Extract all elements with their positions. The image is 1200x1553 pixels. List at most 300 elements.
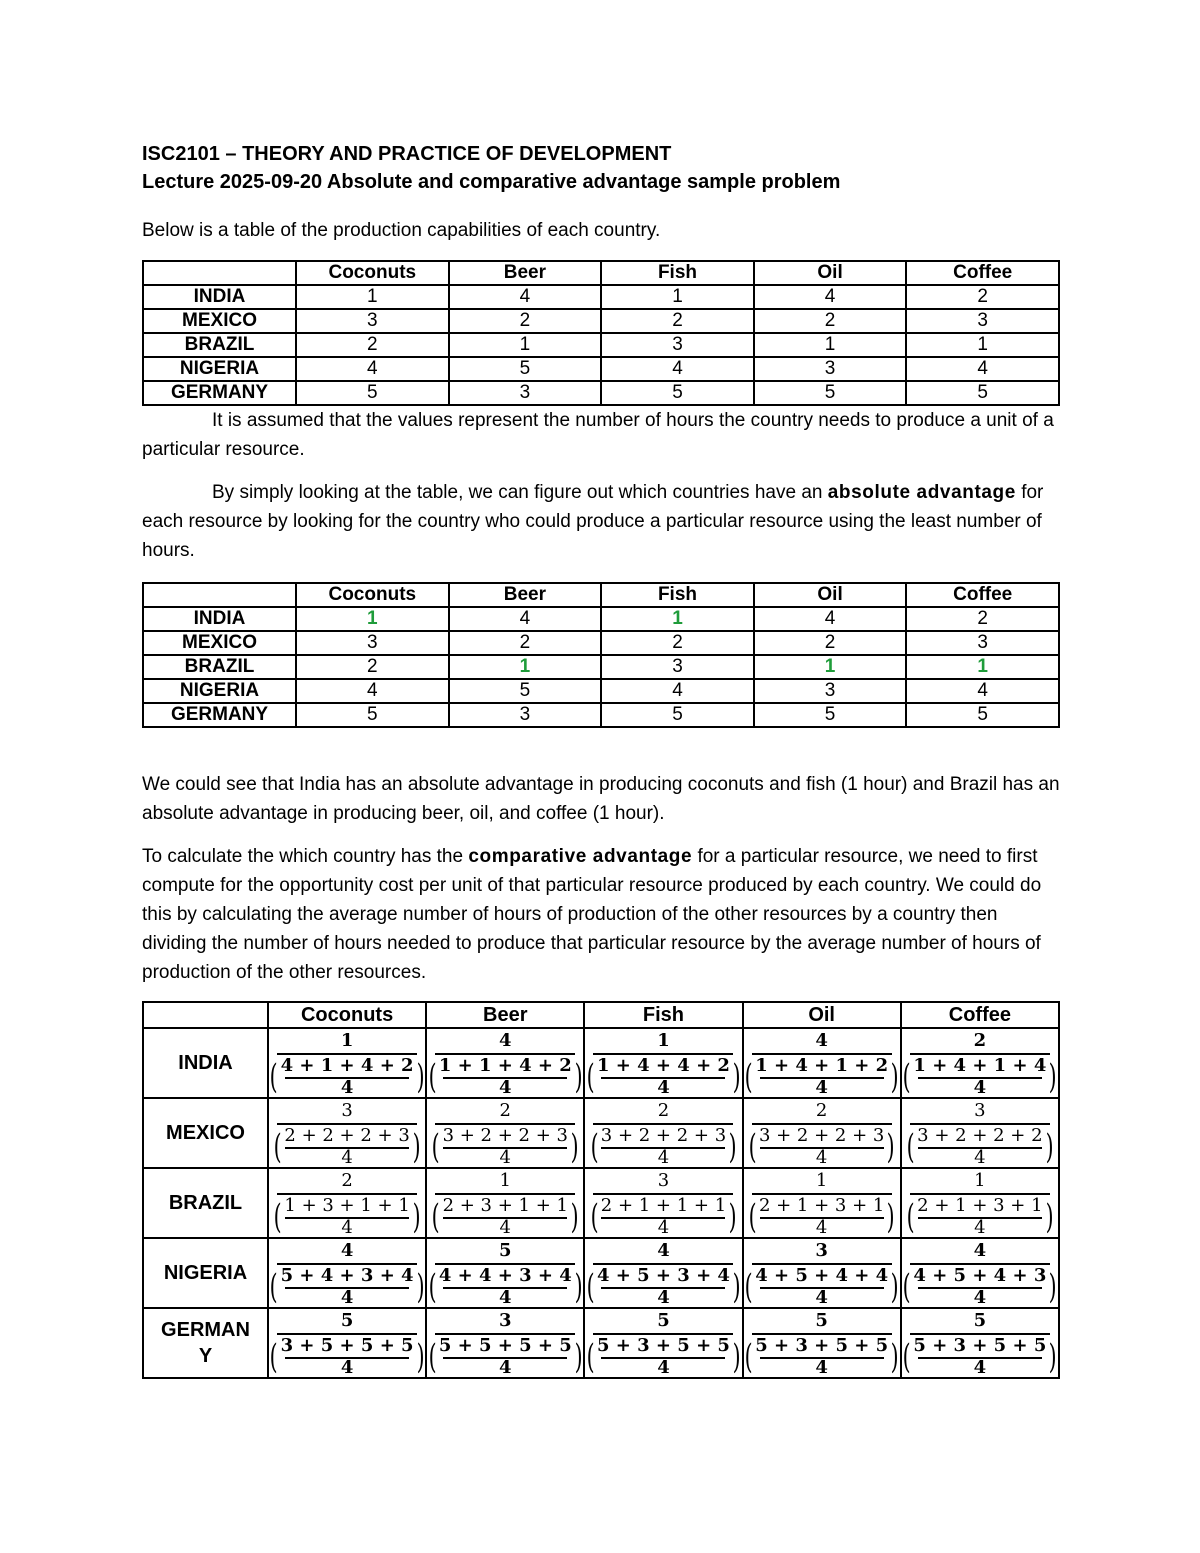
- fraction-denominator: [900, 1054, 1059, 1098]
- absolute-para-before: By simply looking at the table, we can figure out which countries have an: [212, 482, 828, 503]
- hours-cell: 1: [449, 333, 602, 357]
- hours-cell: 5: [754, 703, 907, 727]
- average-fraction: [755, 1264, 889, 1308]
- hours-cell: 3: [449, 381, 602, 405]
- right-paren: ): [728, 1126, 737, 1167]
- hours-cell: 2: [906, 607, 1059, 631]
- table-row: [143, 1308, 1059, 1378]
- fraction-denominator: [429, 1124, 581, 1168]
- fraction-denominator: [746, 1194, 898, 1238]
- conclusion-text: We could see that India has an absolute advantage in producing coconuts and fish (1 hour) and Brazil has an absolute advantage in producing beer, oil, and coffee (1 hour).: [142, 774, 1060, 824]
- sum-of-other-hours: 1 + 4 + 1 + 2: [755, 1054, 889, 1076]
- country-name: BRAZIL: [143, 1168, 268, 1238]
- sum-of-other-hours: 5 + 5 + 5 + 5: [438, 1334, 572, 1356]
- fraction-denominator: [429, 1194, 581, 1238]
- sum-of-other-hours: 1 + 4 + 1 + 4: [913, 1054, 1047, 1076]
- hours-cell: 4: [906, 357, 1059, 381]
- hours-cell: 5: [296, 381, 449, 405]
- fraction-numerator: 2: [341, 1169, 353, 1191]
- hours-cell: 2: [601, 309, 754, 333]
- fraction-denominator: [584, 1054, 743, 1098]
- fraction-denominator: [588, 1124, 740, 1168]
- right-paren: ): [886, 1196, 895, 1237]
- comparative-advantage-paragraph: [142, 842, 1060, 987]
- opportunity-cost-fraction: [744, 1240, 900, 1307]
- fraction-denominator: [267, 1054, 426, 1098]
- comparative-para-before: To calculate the which country has the: [142, 846, 469, 867]
- fraction-denominator: [271, 1124, 423, 1168]
- corner-cell: [143, 261, 296, 285]
- hours-cell: 5: [449, 357, 602, 381]
- fraction-cell: [901, 1238, 1059, 1308]
- fraction-numerator: 3: [341, 1099, 353, 1121]
- opportunity-cost-fraction: [902, 1100, 1058, 1167]
- opportunity-cost-fraction: [585, 1310, 741, 1377]
- left-paren: (: [902, 1266, 911, 1307]
- hours-cell: 5: [296, 703, 449, 727]
- comparative-para-after: for a particular resource, we need to first compute for the opportunity cost per unit of that particular resource produced by each country. We could do this by calculating the average number of hours of production of the other resources by a country then dividing the number of hours needed to produce that particular resource by the average number of hours of production of the other resources.: [142, 846, 1042, 983]
- fraction-denominator: [267, 1264, 426, 1308]
- hours-cell: 4: [296, 357, 449, 381]
- hours-cell: 1: [601, 285, 754, 309]
- column-header: Fish: [584, 1002, 742, 1028]
- divisor: 4: [340, 1076, 354, 1098]
- divisor: 4: [815, 1146, 828, 1168]
- country-name: INDIA: [143, 1028, 268, 1098]
- fraction-numerator: 5: [499, 1239, 512, 1261]
- hours-cell: 2: [601, 631, 754, 655]
- intro-text: Below is a table of the production capabilities of each country.: [142, 220, 661, 241]
- left-paren: (: [270, 1056, 278, 1097]
- left-paren: (: [590, 1126, 599, 1167]
- opportunity-cost-table: [142, 1001, 1060, 1379]
- divisor: 4: [973, 1286, 987, 1308]
- sum-of-other-hours: 1 + 4 + 4 + 2: [597, 1054, 730, 1076]
- column-header: Beer: [426, 1002, 584, 1028]
- country-name: NIGERIA: [143, 357, 296, 381]
- fraction-numerator: 1: [815, 1169, 828, 1191]
- fraction-numerator: 4: [340, 1239, 354, 1261]
- divisor: 4: [499, 1286, 512, 1308]
- hours-cell: 1: [754, 333, 907, 357]
- right-paren: ): [570, 1126, 579, 1167]
- sum-of-other-hours: 3 + 2 + 2 + 3: [758, 1124, 885, 1146]
- fraction-cell: [743, 1028, 901, 1098]
- opportunity-cost-fraction: [269, 1240, 425, 1307]
- average-fraction: [917, 1194, 1043, 1238]
- column-header: Oil: [754, 583, 907, 607]
- right-paren: ): [886, 1126, 895, 1167]
- fraction-cell: [901, 1098, 1059, 1168]
- hours-cell: 3: [296, 309, 449, 333]
- divisor: 4: [657, 1216, 670, 1238]
- opportunity-cost-fraction: [902, 1030, 1058, 1097]
- fraction-cell: [268, 1238, 426, 1308]
- fraction-denominator: [426, 1334, 585, 1378]
- table-row: [143, 607, 1059, 631]
- fraction-denominator: [742, 1334, 901, 1378]
- fraction-cell: [901, 1308, 1059, 1378]
- fraction-cell: [268, 1028, 426, 1098]
- fraction-cell: [743, 1308, 901, 1378]
- left-paren: (: [902, 1056, 911, 1097]
- average-fraction: [913, 1054, 1047, 1098]
- absolute-para-after: for each resource by looking for the country who could produce a particular resource using the least number of hours.: [142, 482, 1044, 561]
- left-paren: (: [744, 1336, 753, 1377]
- right-paren: ): [732, 1336, 741, 1377]
- fraction-numerator: 3: [815, 1239, 828, 1261]
- column-header: Beer: [449, 583, 602, 607]
- table-row: [143, 357, 1059, 381]
- left-paren: (: [586, 1336, 595, 1377]
- divisor: 4: [657, 1076, 670, 1098]
- hours-cell: 2: [296, 333, 449, 357]
- average-fraction: [913, 1264, 1047, 1308]
- average-fraction: [597, 1264, 730, 1308]
- left-paren: (: [270, 1266, 278, 1307]
- country-name: INDIA: [143, 285, 296, 309]
- country-name: NIGERIA: [143, 1238, 268, 1308]
- column-header: Oil: [743, 1002, 901, 1028]
- right-paren: ): [574, 1266, 583, 1307]
- average-fraction: [284, 1194, 410, 1238]
- opportunity-cost-fraction: [269, 1100, 425, 1167]
- country-name: MEXICO: [143, 631, 296, 655]
- hours-cell: 5: [601, 703, 754, 727]
- country-name: BRAZIL: [143, 655, 296, 679]
- fraction-cell: [584, 1028, 742, 1098]
- left-paren: (: [590, 1196, 599, 1237]
- divisor: 4: [657, 1146, 670, 1168]
- hours-cell: 5: [449, 679, 602, 703]
- column-header: Coconuts: [296, 583, 449, 607]
- left-paren: (: [586, 1266, 595, 1307]
- table-row: [143, 655, 1059, 679]
- fraction-numerator: 2: [815, 1099, 828, 1121]
- opportunity-cost-fraction: [585, 1030, 741, 1097]
- fraction-numerator: 3: [499, 1309, 512, 1331]
- average-fraction: [758, 1194, 885, 1238]
- fraction-cell: [584, 1098, 742, 1168]
- fraction-cell: [901, 1028, 1059, 1098]
- fraction-denominator: [904, 1124, 1056, 1168]
- left-paren: (: [906, 1196, 915, 1237]
- fraction-cell: [426, 1238, 584, 1308]
- fraction-cell: [743, 1098, 901, 1168]
- table-row: [143, 1238, 1059, 1308]
- average-fraction: [597, 1334, 730, 1378]
- sum-of-other-hours: 5 + 4 + 3 + 4: [280, 1264, 414, 1286]
- opportunity-cost-fraction: [744, 1170, 900, 1237]
- left-paren: (: [428, 1266, 437, 1307]
- average-fraction: [438, 1054, 572, 1098]
- fraction-numerator: 2: [499, 1099, 511, 1121]
- hours-cell: 4: [754, 285, 907, 309]
- table-row: [143, 1168, 1059, 1238]
- right-paren: ): [1049, 1266, 1057, 1307]
- average-fraction: [755, 1054, 889, 1098]
- table-header-row: [143, 1002, 1059, 1028]
- right-paren: ): [416, 1336, 425, 1377]
- average-fraction: [758, 1124, 885, 1168]
- fraction-numerator: 5: [973, 1309, 987, 1331]
- sum-of-other-hours: 4 + 1 + 4 + 2: [280, 1054, 414, 1076]
- divisor: 4: [499, 1146, 511, 1168]
- divisor: 4: [340, 1286, 354, 1308]
- fraction-numerator: 3: [657, 1169, 670, 1191]
- fraction-denominator: [742, 1264, 901, 1308]
- average-fraction: [280, 1334, 414, 1378]
- fraction-numerator: 3: [974, 1099, 986, 1121]
- column-header: Coconuts: [296, 261, 449, 285]
- production-table: [142, 260, 1060, 406]
- left-paren: (: [902, 1336, 911, 1377]
- absolute-advantage-table: [142, 582, 1060, 728]
- fraction-denominator: [426, 1264, 585, 1308]
- column-header: Fish: [601, 261, 754, 285]
- table-header-row: [143, 261, 1059, 285]
- fraction-cell: [268, 1098, 426, 1168]
- divisor: 4: [815, 1076, 828, 1098]
- hours-cell: 2: [449, 631, 602, 655]
- divisor: 4: [341, 1146, 353, 1168]
- country-name: GERMANY: [143, 703, 296, 727]
- average-fraction: [280, 1054, 414, 1098]
- divisor: 4: [657, 1286, 670, 1308]
- divisor: 4: [499, 1076, 512, 1098]
- hours-cell: 4: [754, 607, 907, 631]
- table-row: [143, 285, 1059, 309]
- hours-cell: 5: [906, 703, 1059, 727]
- fraction-cell: [268, 1308, 426, 1378]
- fraction-cell: [901, 1168, 1059, 1238]
- fraction-cell: [743, 1238, 901, 1308]
- sum-of-other-hours: 3 + 2 + 2 + 2: [917, 1124, 1043, 1146]
- left-paren: (: [744, 1266, 753, 1307]
- column-header: Fish: [601, 583, 754, 607]
- country-name: GERMANY: [143, 381, 296, 405]
- table-row: [143, 381, 1059, 405]
- opportunity-cost-fraction: [744, 1100, 900, 1167]
- absolute-advantage-term: absolute advantage: [827, 482, 1016, 503]
- hours-cell: 3: [601, 655, 754, 679]
- hours-cell: 3: [601, 333, 754, 357]
- opportunity-cost-fraction: [585, 1100, 741, 1167]
- sum-of-other-hours: 1 + 3 + 1 + 1: [284, 1194, 410, 1216]
- divisor: 4: [974, 1216, 986, 1238]
- fraction-denominator: [267, 1334, 426, 1378]
- fraction-numerator: 1: [974, 1169, 986, 1191]
- left-paren: (: [273, 1126, 282, 1167]
- hours-cell: 2: [296, 655, 449, 679]
- fraction-cell: [584, 1168, 742, 1238]
- right-paren: ): [412, 1126, 421, 1167]
- sum-of-other-hours: 5 + 3 + 5 + 5: [755, 1334, 889, 1356]
- divisor: 4: [815, 1216, 828, 1238]
- fraction-denominator: [742, 1054, 901, 1098]
- average-fraction: [600, 1194, 727, 1238]
- sum-of-other-hours: 3 + 2 + 2 + 3: [600, 1124, 727, 1146]
- column-header: Coffee: [906, 261, 1059, 285]
- fraction-numerator: 4: [973, 1239, 987, 1261]
- hours-cell: 3: [754, 679, 907, 703]
- right-paren: ): [728, 1196, 737, 1237]
- hours-cell: 4: [601, 679, 754, 703]
- lecture-subtitle: Lecture 2025-09-20 Absolute and comparative advantage sample problem: [142, 171, 841, 193]
- hours-cell: 3: [296, 631, 449, 655]
- document-page: [142, 140, 1060, 1379]
- fraction-numerator: 4: [815, 1029, 828, 1051]
- document-title: ISC2101 – THEORY AND PRACTICE OF DEVELOPMENT: [142, 143, 672, 165]
- hours-cell: 5: [906, 381, 1059, 405]
- divisor: 4: [340, 1356, 354, 1378]
- right-paren: ): [412, 1196, 421, 1237]
- sum-of-other-hours: 2 + 1 + 3 + 1: [758, 1194, 885, 1216]
- country-name: MEXICO: [143, 309, 296, 333]
- opportunity-cost-fraction: [427, 1240, 583, 1307]
- column-header: Oil: [754, 261, 907, 285]
- sum-of-other-hours: 5 + 3 + 5 + 5: [597, 1334, 730, 1356]
- right-paren: ): [1049, 1056, 1057, 1097]
- left-paren: (: [270, 1336, 278, 1377]
- fraction-denominator: [904, 1194, 1056, 1238]
- opportunity-cost-fraction: [427, 1170, 583, 1237]
- average-fraction: [917, 1124, 1043, 1168]
- opportunity-cost-fraction: [427, 1100, 583, 1167]
- divisor: 4: [499, 1216, 511, 1238]
- opportunity-cost-fraction: [269, 1310, 425, 1377]
- average-fraction: [600, 1124, 727, 1168]
- right-paren: ): [1049, 1336, 1057, 1377]
- right-paren: ): [1045, 1196, 1054, 1237]
- fraction-numerator: 2: [657, 1099, 670, 1121]
- hours-cell: 3: [906, 309, 1059, 333]
- hours-cell: 4: [449, 285, 602, 309]
- column-header: Coffee: [901, 1002, 1059, 1028]
- divisor: 4: [973, 1076, 987, 1098]
- fraction-denominator: [271, 1194, 423, 1238]
- fraction-denominator: [426, 1054, 585, 1098]
- left-paren: (: [431, 1196, 440, 1237]
- left-paren: (: [428, 1056, 437, 1097]
- left-paren: (: [748, 1196, 757, 1237]
- fraction-numerator: 5: [815, 1309, 828, 1331]
- fraction-cell: [268, 1168, 426, 1238]
- average-fraction: [755, 1334, 889, 1378]
- hours-cell: 1: [754, 655, 907, 679]
- fraction-denominator: [588, 1194, 740, 1238]
- left-paren: (: [428, 1336, 437, 1377]
- corner-cell: [143, 1002, 268, 1028]
- hours-cell: 3: [449, 703, 602, 727]
- hours-cell: 2: [906, 285, 1059, 309]
- average-fraction: [597, 1054, 730, 1098]
- fraction-cell: [426, 1028, 584, 1098]
- average-fraction: [442, 1124, 568, 1168]
- sum-of-other-hours: 4 + 5 + 3 + 4: [597, 1264, 730, 1286]
- sum-of-other-hours: 2 + 1 + 3 + 1: [917, 1194, 1043, 1216]
- left-paren: (: [273, 1196, 282, 1237]
- hours-cell: 3: [754, 357, 907, 381]
- opportunity-cost-fraction: [744, 1030, 900, 1097]
- hours-cell: 5: [754, 381, 907, 405]
- fraction-numerator: 5: [340, 1309, 354, 1331]
- hours-cell: 4: [296, 679, 449, 703]
- average-fraction: [913, 1334, 1047, 1378]
- hours-cell: 3: [906, 631, 1059, 655]
- opportunity-cost-fraction: [427, 1030, 583, 1097]
- table-row: [143, 679, 1059, 703]
- corner-cell: [143, 583, 296, 607]
- fraction-cell: [584, 1308, 742, 1378]
- sum-of-other-hours: 3 + 2 + 2 + 3: [442, 1124, 568, 1146]
- fraction-denominator: [584, 1334, 743, 1378]
- average-fraction: [442, 1194, 568, 1238]
- fraction-cell: [426, 1098, 584, 1168]
- average-fraction: [280, 1264, 414, 1308]
- fraction-numerator: 1: [340, 1029, 354, 1051]
- divisor: 4: [815, 1356, 828, 1378]
- country-name: BRAZIL: [143, 333, 296, 357]
- assumption-text: It is assumed that the values represent the number of hours the country needs to produce a unit of a particular resource.: [142, 410, 1054, 460]
- opportunity-cost-fraction: [902, 1310, 1058, 1377]
- left-paren: (: [748, 1126, 757, 1167]
- right-paren: ): [890, 1336, 899, 1377]
- country-name: INDIA: [143, 607, 296, 631]
- divisor: 4: [499, 1356, 512, 1378]
- left-paren: (: [906, 1126, 915, 1167]
- left-paren: (: [744, 1056, 753, 1097]
- fraction-cell: [743, 1168, 901, 1238]
- average-fraction: [438, 1334, 572, 1378]
- fraction-cell: [426, 1168, 584, 1238]
- hours-cell: 1: [601, 607, 754, 631]
- fraction-denominator: [900, 1264, 1059, 1308]
- opportunity-cost-fraction: [427, 1310, 583, 1377]
- table-row: [143, 1098, 1059, 1168]
- right-paren: ): [416, 1266, 425, 1307]
- right-paren: ): [574, 1336, 583, 1377]
- divisor: 4: [973, 1356, 987, 1378]
- right-paren: ): [890, 1266, 899, 1307]
- sum-of-other-hours: 2 + 1 + 1 + 1: [600, 1194, 727, 1216]
- opportunity-cost-fraction: [744, 1310, 900, 1377]
- opportunity-cost-fraction: [585, 1170, 741, 1237]
- column-header: Coconuts: [268, 1002, 426, 1028]
- divisor: 4: [815, 1286, 828, 1308]
- country-name: MEXICO: [143, 1098, 268, 1168]
- sum-of-other-hours: 4 + 5 + 4 + 4: [755, 1264, 889, 1286]
- comparative-advantage-term: comparative advantage: [468, 846, 693, 867]
- sum-of-other-hours: 3 + 5 + 5 + 5: [280, 1334, 414, 1356]
- table-row: [143, 1028, 1059, 1098]
- fraction-numerator: 2: [973, 1029, 987, 1051]
- fraction-numerator: 1: [657, 1029, 670, 1051]
- sum-of-other-hours: 4 + 5 + 4 + 3: [913, 1264, 1047, 1286]
- column-header: Beer: [449, 261, 602, 285]
- hours-cell: 1: [296, 285, 449, 309]
- right-paren: ): [574, 1056, 583, 1097]
- sum-of-other-hours: 2 + 2 + 2 + 3: [284, 1124, 410, 1146]
- opportunity-cost-fraction: [269, 1170, 425, 1237]
- hours-cell: 2: [754, 631, 907, 655]
- fraction-denominator: [900, 1334, 1059, 1378]
- hours-cell: 4: [601, 357, 754, 381]
- divisor: 4: [974, 1146, 986, 1168]
- average-fraction: [438, 1264, 572, 1308]
- right-paren: ): [732, 1266, 741, 1307]
- table-header-row: [143, 583, 1059, 607]
